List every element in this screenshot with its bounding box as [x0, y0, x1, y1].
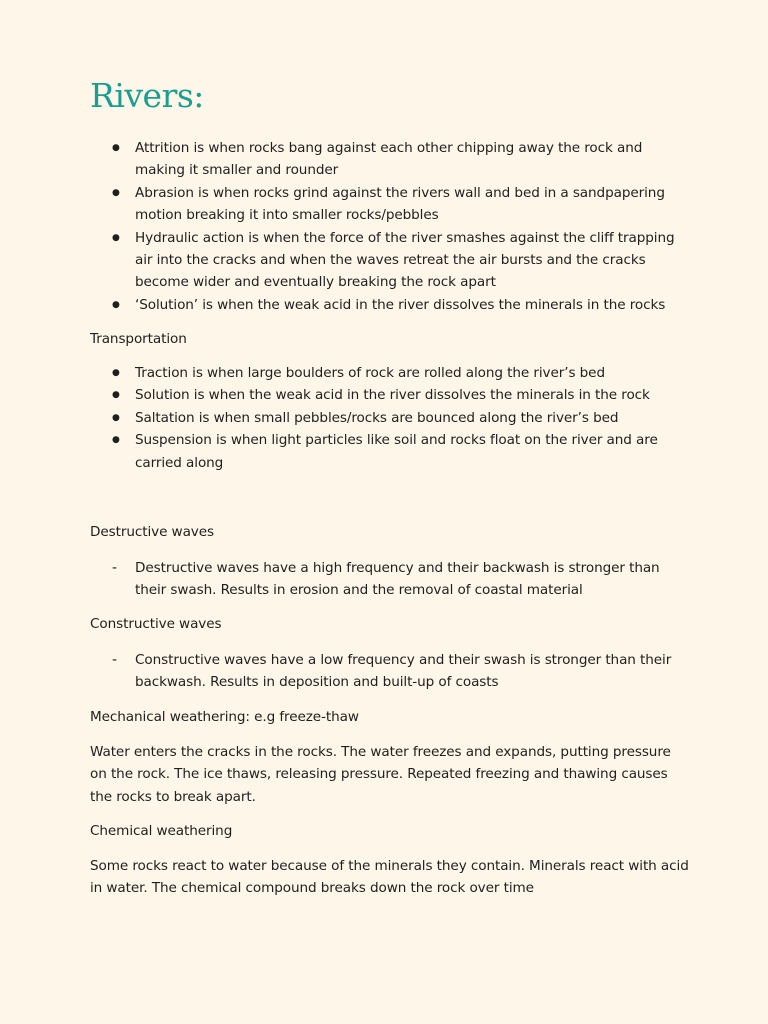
list-item — [90, 557, 690, 602]
destructive-waves-heading: Destructive waves — [90, 524, 214, 540]
dash-icon — [112, 649, 126, 671]
list-item-text: Solution is when the weak acid in the river dissolves the minerals in the rock — [135, 387, 650, 404]
bullet-icon — [112, 227, 126, 251]
mechanical-weathering-text: Water enters the cracks in the rocks. The water freezes and expands, putting pressure on the rock. The ice thaws, releasing pressure. Repeated freezing and thawing causes the rocks to break apart. — [90, 744, 671, 805]
dash-icon — [112, 557, 126, 579]
list-item — [90, 362, 690, 384]
chemical-weathering-text: Some rocks react to water because of the minerals they contain. Minerals react with acid in water. The chemical compound breaks down the rock over time — [90, 858, 689, 897]
constructive-waves-list — [90, 649, 690, 694]
constructive-waves-heading: Constructive waves — [90, 616, 222, 632]
mechanical-weathering-heading: Mechanical weathering: e.g freeze-thaw — [90, 709, 359, 725]
list-item — [90, 294, 690, 316]
page-title: Rivers: — [90, 76, 204, 115]
list-item — [90, 137, 690, 182]
list-item — [90, 407, 690, 429]
chemical-weathering-heading: Chemical weathering — [90, 823, 233, 839]
list-item-text: Traction is when large boulders of rock are rolled along the river’s bed — [135, 365, 605, 381]
list-item-text: Destructive waves have a high frequency and their backwash is stronger than their swash. Results in erosion and the removal of coastal material — [135, 560, 660, 599]
list-item-text: Constructive waves have a low frequency and their swash is stronger than their backwash. Results in deposition and built-up of coasts — [135, 652, 672, 691]
transportation-section — [90, 362, 690, 474]
transportation-list — [90, 362, 690, 474]
destructive-waves-section — [90, 557, 690, 602]
list-item-text: Suspension is when light particles like soil and rocks float on the river and are carried along — [135, 432, 658, 471]
list-item-text: Saltation is when small pebbles/rocks are bounced along the river’s bed — [135, 409, 619, 426]
list-item — [90, 182, 690, 227]
erosion-list — [90, 137, 690, 316]
list-item — [90, 649, 690, 694]
transportation-heading: Transportation — [90, 331, 187, 347]
constructive-waves-section — [90, 649, 690, 694]
list-item-text: Hydraulic action is when the force of the river smashes against the cliff trapping air into the cracks and when the waves retreat the air bursts and the cracks become wider and eventually breaking the rock apart — [135, 229, 675, 291]
list-item-text: Attrition is when rocks bang against each other chipping away the rock and making it smaller and rounder — [135, 140, 643, 179]
bullet-icon — [112, 362, 126, 386]
bullet-icon — [112, 429, 126, 453]
bullet-icon — [112, 182, 126, 206]
erosion-section — [90, 137, 690, 316]
bullet-icon — [112, 384, 126, 408]
list-item-text: Abrasion is when rocks grind against the rivers wall and bed in a sandpapering motion breaking it into smaller rocks/pebbles — [135, 184, 665, 224]
bullet-icon — [112, 137, 126, 161]
list-item — [90, 227, 690, 294]
bullet-icon — [112, 294, 126, 318]
destructive-waves-list — [90, 557, 690, 602]
list-item-text: ‘Solution’ is when the weak acid in the river dissolves the minerals in the rocks — [135, 296, 666, 313]
list-item — [90, 429, 690, 474]
list-item — [90, 384, 690, 406]
bullet-icon — [112, 407, 126, 431]
